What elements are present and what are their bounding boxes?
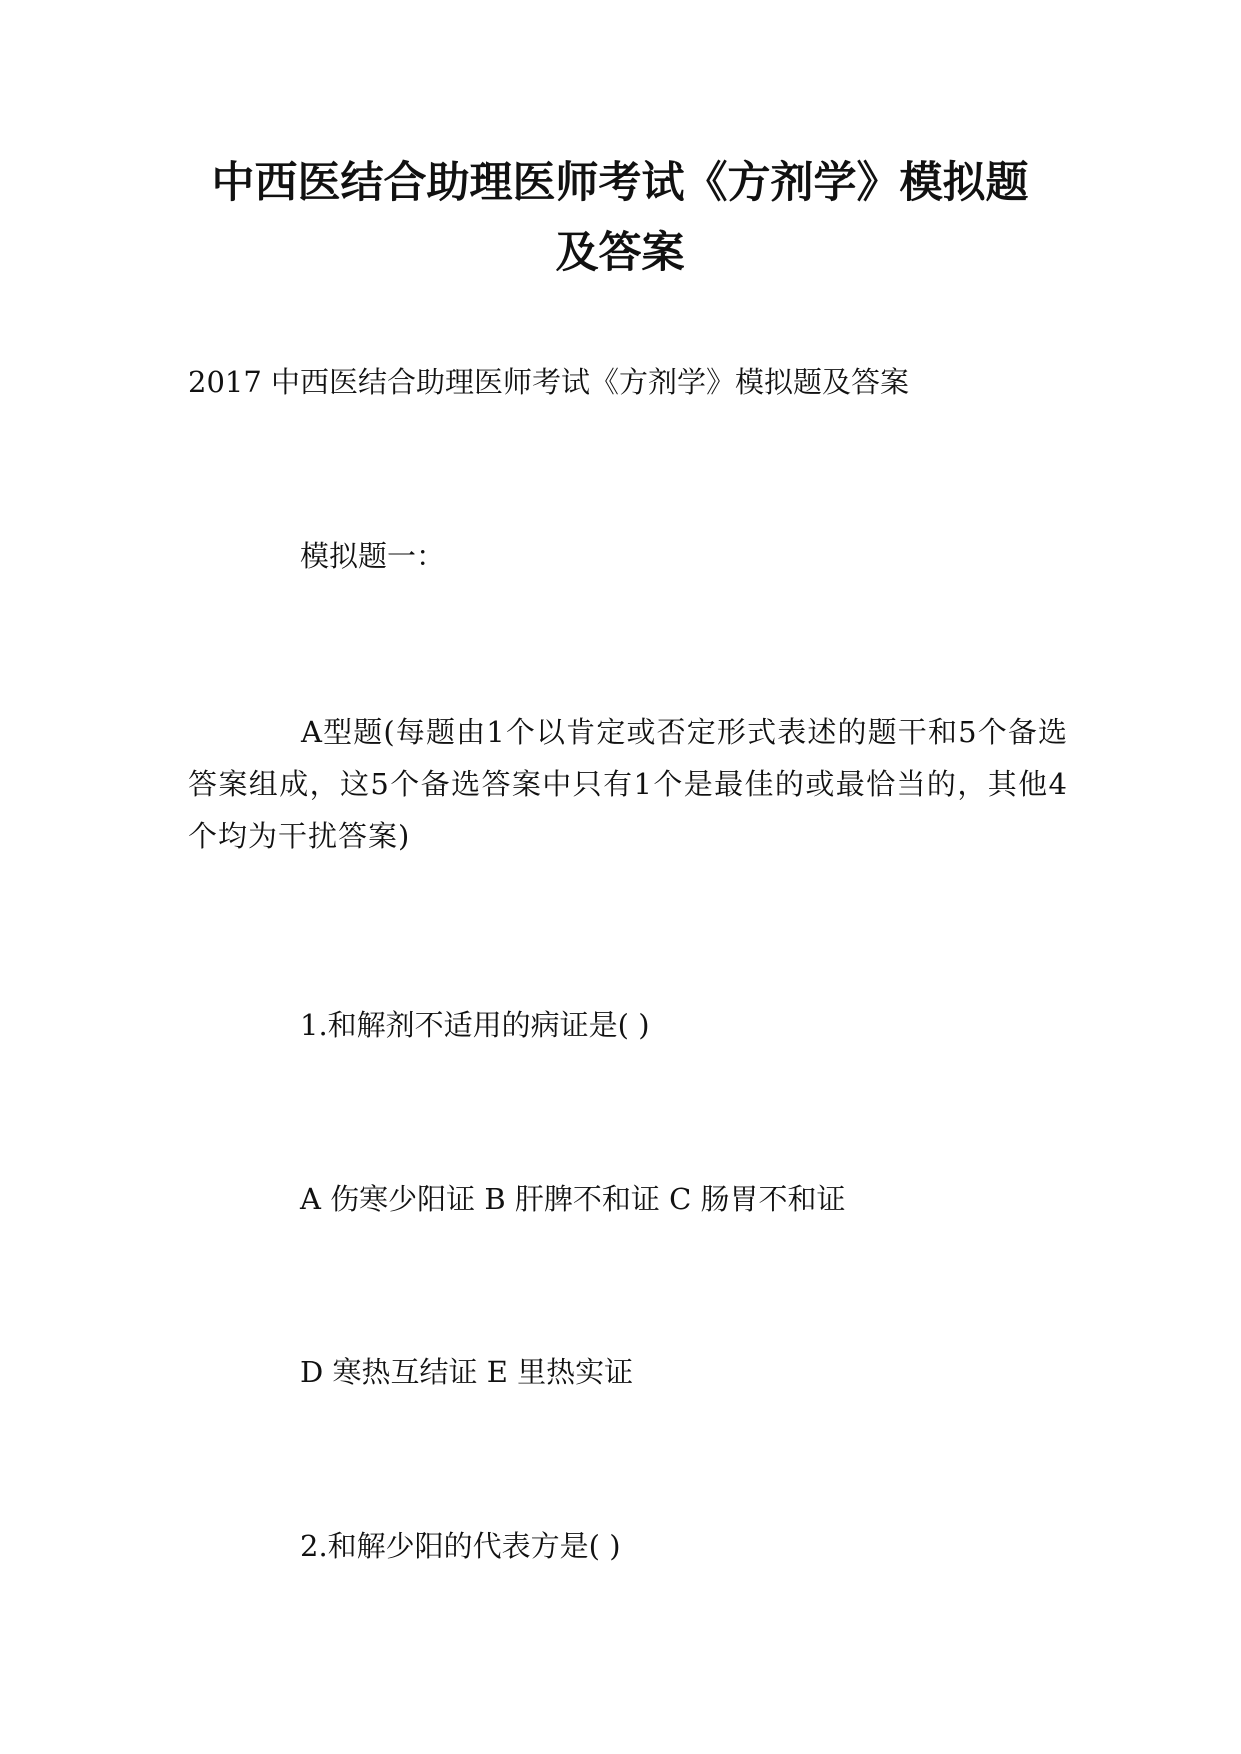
document-subtitle: 2017 中西医结合助理医师考试《方剂学》模拟题及答案: [188, 365, 910, 399]
question-2-stem: 2.和解少阳的代表方是( ): [300, 1529, 621, 1563]
title-line-1: 中西医结合助理医师考试《方剂学》模拟题: [211, 158, 1029, 208]
document-title: [180, 148, 1060, 288]
question-1-options-row-1: A 伤寒少阳证 B 肝脾不和证 C 肠胃不和证: [300, 1182, 846, 1216]
question-instructions: A型题(每题由1个以肯定或否定形式表述的题干和5个备选答案组成，这5个备选答案中只有1个是最佳的或最恰当的，其他4个均为干扰答案): [188, 715, 1068, 853]
section-heading: 模拟题一：: [300, 539, 446, 573]
question-1-stem: 1.和解剂不适用的病证是( ): [300, 1008, 650, 1042]
title-line-2: 及答案: [555, 228, 685, 278]
question-1-options-row-2: D 寒热互结证 E 里热实证: [300, 1355, 634, 1389]
